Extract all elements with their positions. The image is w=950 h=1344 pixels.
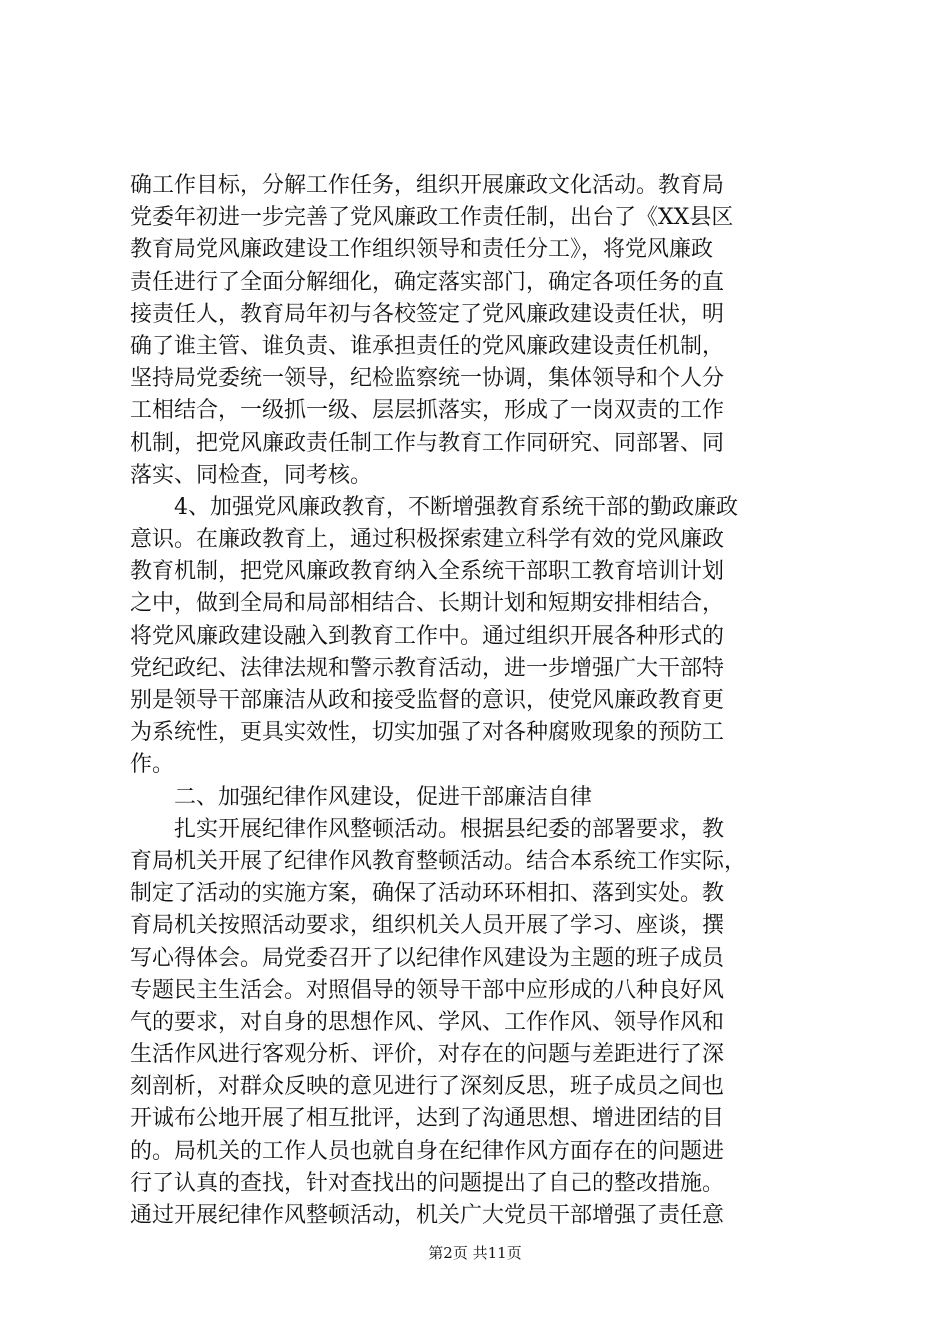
text-line: 二、加强纪律作风建设，促进干部廉洁自律 bbox=[174, 784, 593, 810]
text-line: 扎实开展纪律作风整顿活动。根据县纪委的部署要求，教 bbox=[174, 816, 725, 842]
text-line: 确了谁主管、谁负责、谁承担责任的党风廉政建设责任机制， bbox=[130, 333, 725, 359]
text-line: 通过开展纪律作风整顿活动，机关广大党员干部增强了责任意 bbox=[130, 1203, 725, 1228]
text-line: 别是领导干部廉洁从政和接受监督的意识，使党风廉政教育更 bbox=[130, 688, 725, 713]
text-line: 写心得体会。局党委召开了以纪律作风建设为主题的班子成员 bbox=[130, 945, 725, 971]
text-line: 教育机制，把党风廉政教育纳入全系统干部职工教育培训计划 bbox=[130, 559, 725, 585]
text-line: 育局机关开展了纪律作风教育整顿活动。结合本系统工作实际， bbox=[130, 848, 747, 874]
text-line: 作。 bbox=[130, 752, 175, 778]
text-line: 为系统性，更具实效性，切实加强了对各种腐败现象的预防工 bbox=[130, 720, 725, 746]
text-line: 开诚布公地开展了相互批评，达到了沟通思想、增进团结的目 bbox=[130, 1106, 725, 1132]
text-line: 刻剖析，对群众反映的意见进行了深刻反思，班子成员之间也 bbox=[130, 1074, 725, 1100]
text-line: 机制，把党风廉政责任制工作与教育工作同研究、同部署、同 bbox=[130, 430, 725, 456]
text-line: 落实、同检查，同考核。 bbox=[130, 462, 373, 488]
text-line: 责任进行了全面分解细化，确定落实部门，确定各项任务的直 bbox=[130, 269, 725, 295]
document-body bbox=[130, 170, 830, 1232]
text-line: 坚持局党委统一领导，纪检监察统一协调，集体领导和个人分 bbox=[130, 366, 725, 392]
text-line: 之中，做到全局和局部相结合、长期计划和短期安排相结合， bbox=[130, 591, 725, 617]
text-line: 气的要求，对自身的思想作风、学风、工作作风、领导作风和 bbox=[130, 1009, 725, 1035]
text-line: 专题民主生活会。对照倡导的领导干部中应形成的八种良好风 bbox=[130, 977, 725, 1003]
text-line: 制定了活动的实施方案，确保了活动环环相扣、落到实处。教 bbox=[130, 881, 725, 907]
text-line: 接责任人，教育局年初与各校签定了党风廉政建设责任状，明 bbox=[130, 301, 725, 327]
text-line: 将党风廉政建设融入到教育工作中。通过组织开展各种形式的 bbox=[130, 623, 725, 649]
text-line: 党纪政纪、法律法规和警示教育活动，进一步增强广大干部特 bbox=[130, 655, 725, 681]
text-line: 工相结合，一级抓一级、层层抓落实，形成了一岗双责的工作 bbox=[130, 398, 725, 424]
text-line: 育局机关按照活动要求，组织机关人员开展了学习、座谈，撰 bbox=[130, 913, 725, 939]
text-line: 意识。在廉政教育上，通过积极探索建立科学有效的党风廉政 bbox=[130, 527, 725, 553]
text-line: 生活作风进行客观分析、评价，对存在的问题与差距进行了深 bbox=[130, 1042, 725, 1068]
text-line: 教育局党风廉政建设工作组织领导和责任分工》，将党风廉政 bbox=[130, 237, 714, 263]
text-line: 的。局机关的工作人员也就自身在纪律作风方面存在的问题进 bbox=[130, 1138, 725, 1164]
text-line: 行了认真的查找，针对查找出的问题提出了自己的整改措施。 bbox=[130, 1170, 725, 1196]
text-line: 4、加强党风廉政教育，不断增强教育系统干部的勤政廉政 bbox=[174, 494, 738, 520]
page-number-footer: 第2页 共11页 bbox=[428, 1244, 522, 1262]
text-line: 党委年初进一步完善了党风廉政工作责任制，出台了《XX县区 bbox=[130, 205, 734, 231]
text-line: 确工作目标，分解工作任务，组织开展廉政文化活动。教育局 bbox=[130, 173, 725, 198]
